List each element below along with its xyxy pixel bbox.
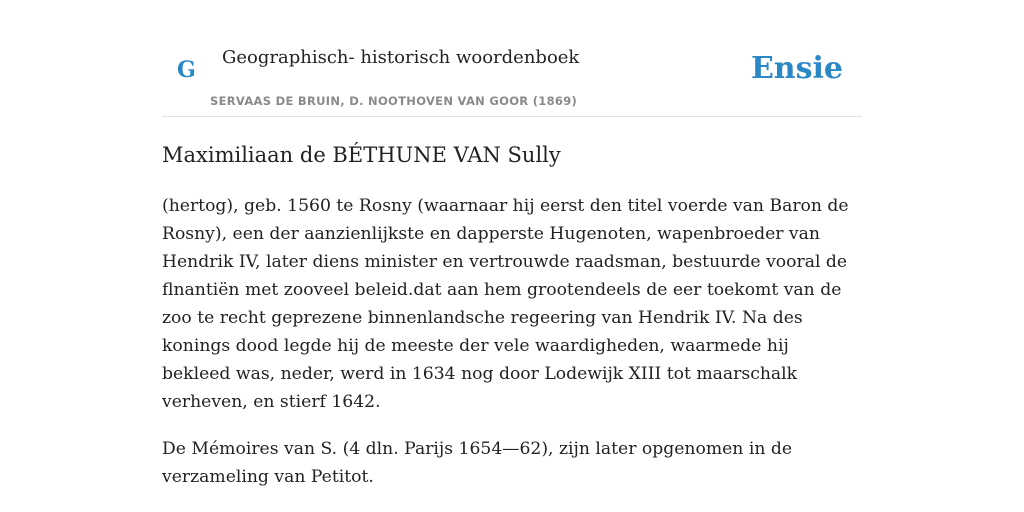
entry-body bbox=[162, 192, 862, 510]
book-authors: SERVAAS DE BRUIN, D. NOOTHOVEN VAN GOOR (1869) bbox=[210, 94, 578, 108]
book-title-link[interactable]: Geographisch- historisch woordenboek bbox=[222, 47, 580, 68]
letter-index-link[interactable]: G bbox=[177, 57, 196, 83]
entry-paragraph: De Mémoires van S. (4 dln. Parijs 1654—62), zijn later opgenomen in de verzameling van Petitot. bbox=[162, 439, 793, 487]
ensie-logo[interactable]: Ensie bbox=[750, 51, 843, 86]
entry-paragraph: (hertog), geb. 1560 te Rosny (waarnaar hij eerst den titel voerde van Baron de Rosny), een der aanzienlijkste en dapperste Hugenoten, wapenbroeder van Hendrik IV, later diens minister en vertrouwde raadsman, bestuurde vooral de flnantiën met zooveel beleid.dat aan hem grootendeels de eer toekomt van de zoo te recht geprezene binnenlandsche regeering van Hendrik IV. Na des konings dood legde hij de meeste der vele waardigheden, waarmede hij bekleed was, neder, werd in 1634 nog door Lodewijk XIII tot maarschalk verheven, en stierf 1642. bbox=[162, 196, 849, 412]
entry-title: Maximiliaan de BÉTHUNE VAN Sully bbox=[162, 143, 561, 167]
header bbox=[162, 0, 862, 117]
page bbox=[162, 0, 862, 487]
